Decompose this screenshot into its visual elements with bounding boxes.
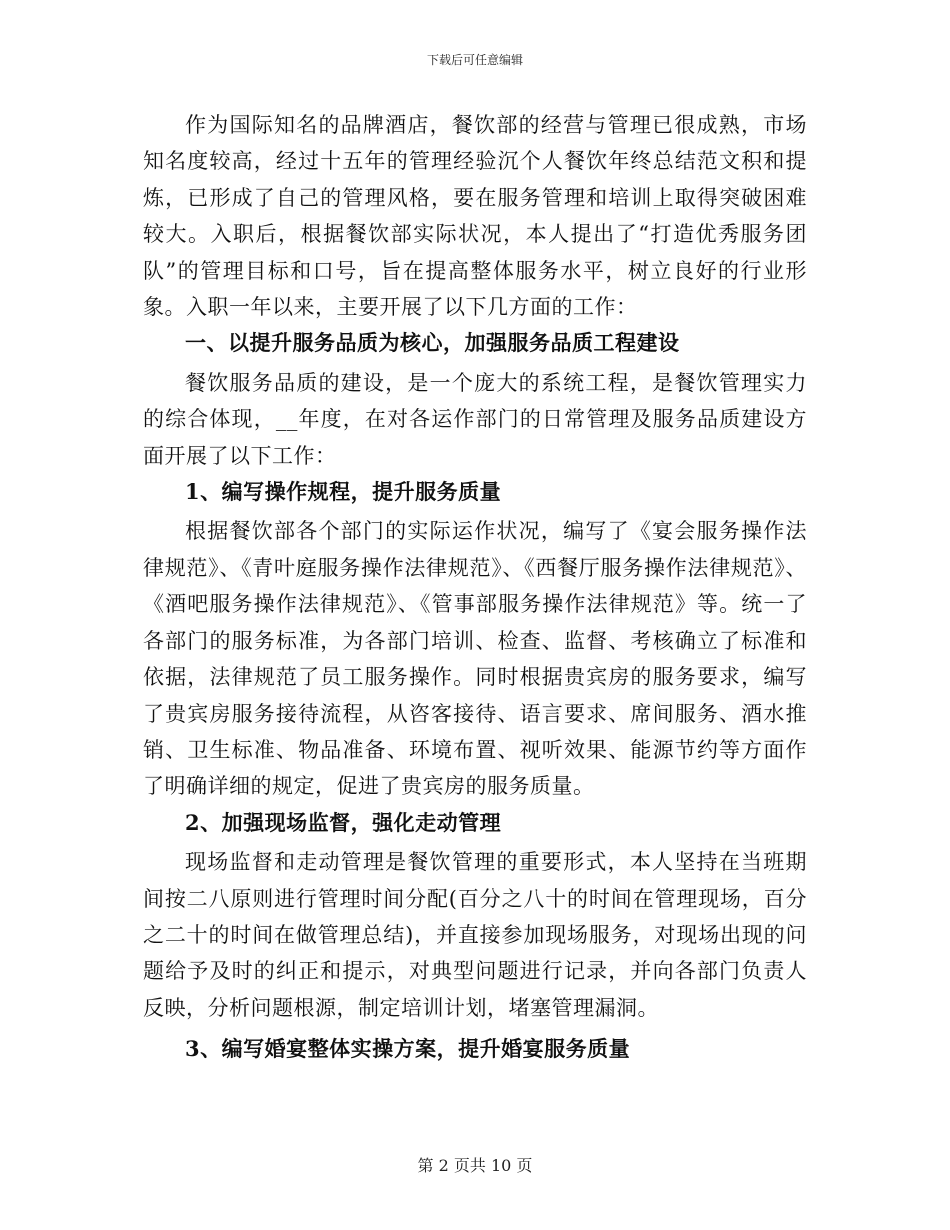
item-3-heading: 3、编写婚宴整体实操方案，提升婚宴服务质量 bbox=[185, 1036, 631, 1062]
item-1-heading: 1、编写操作规程，提升服务质量 bbox=[185, 479, 502, 505]
item-2-paragraph: 现场监督和走动管理是餐饮管理的重要形式，本人坚持在当班期间按二八原则进行管理时间分配(百分之八十的时间在管理现场，百分之二十的时间在做管理总结)，并直接参加现场服务，对现场出现的问题给予及时的纠正和提示，对典型问题进行记录，并向各部门负责人反映，分析问题根源，制定培训计划，堵塞管理漏洞。 bbox=[143, 850, 807, 1020]
document-body bbox=[143, 107, 807, 1068]
intro-paragraph: 作为国际知名的品牌酒店，餐饮部的经营与管理已很成熟，市场知名度较高，经过十五年的管理经验沉个人餐饮年终总结范文积和提炼，已形成了自己的管理风格，要在服务管理和培训上取得突破困难较大。入职后，根据餐饮部实际状况，本人提出了“打造优秀服务团队”的管理目标和口号，旨在提高整体服务水平，树立良好的行业形象。入职一年以来，主要开展了以下几方面的工作： bbox=[143, 113, 807, 320]
item-2-heading: 2、加强现场监督，强化走动管理 bbox=[185, 809, 502, 835]
page-header-note: 下载后可任意编辑 bbox=[426, 53, 523, 67]
section-1-heading: 一、以提升服务品质为核心，加强服务品质工程建设 bbox=[185, 330, 680, 356]
page-number: 第 2 页共 10 页 bbox=[417, 1156, 533, 1175]
section-1-paragraph: 餐饮服务品质的建设，是一个庞大的系统工程，是餐饮管理实力的综合体现，__年度，在对各运作部门的日常管理及服务品质建设方面开展了以下工作： bbox=[143, 370, 807, 468]
item-1-paragraph: 根据餐饮部各个部门的实际运作状况，编写了《宴会服务操作法律规范》、《青叶庭服务操作法律规范》、《西餐厅服务操作法律规范》、《酒吧服务操作法律规范》、《管事部服务操作法律规范》等。统一了各部门的服务标准，为各部门培训、检查、监督、考核确立了标准和依据，法律规范了员工服务操作。同时根据贵宾房的服务要求，编写了贵宾房服务接待流程，从咨客接待、语言要求、席间服务、酒水推销、卫生标准、物品准备、环境布置、视听效果、能源节约等方面作了明确详细的规定，促进了贵宾房的服务质量。 bbox=[143, 519, 807, 799]
